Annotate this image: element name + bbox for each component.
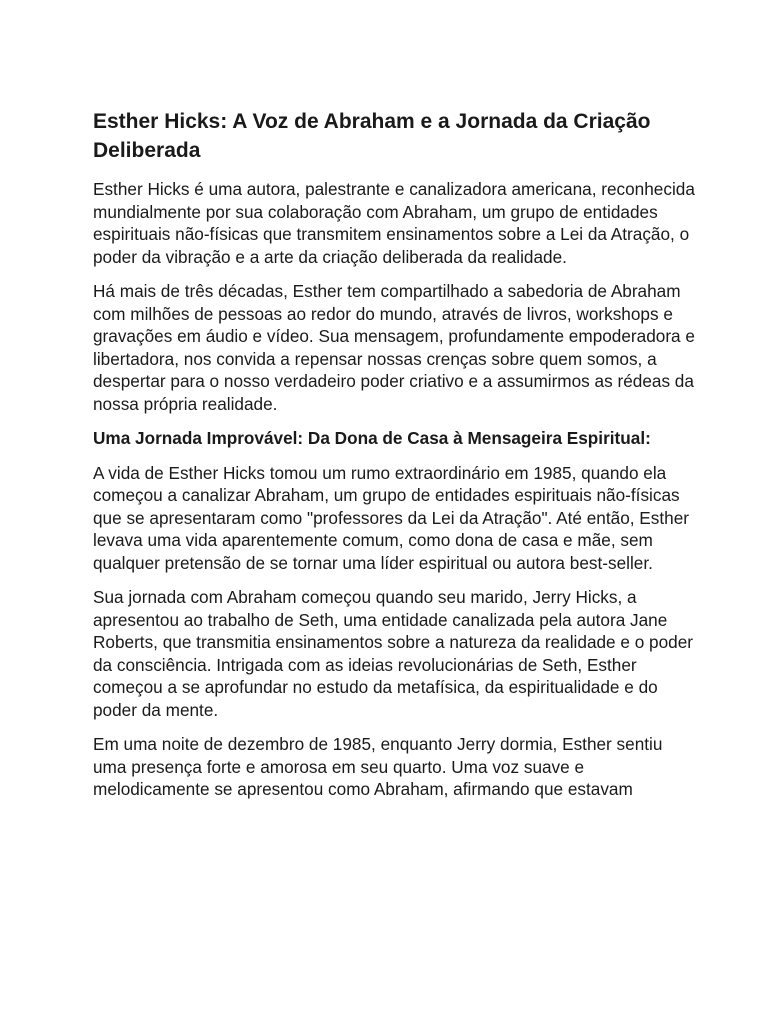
intro-paragraph-2: Há mais de três décadas, Esther tem compartilhado a sabedoria de Abraham com milhões de pessoas ao redor do mundo, através de livros, workshops e gravações em áudio e vídeo. Sua mensagem, profundamente empoderadora e libertadora, nos convida a repensar nossas crenças sobre quem somos, a despertar para o nosso verdadeiro poder criativo e a assumirmos as rédeas da nossa própria realidade. [93,281,695,414]
document-title: Esther Hicks: A Voz de Abraham e a Jornada da Criação Deliberada [93,110,651,162]
intro-paragraph-1: Esther Hicks é uma autora, palestrante e canalizadora americana, reconhecida mundialmente por sua colaboração com Abraham, um grupo de entidades espirituais não-físicas que transmitem ensinamentos sobre a Lei da Atração, o poder da vibração e a arte da criação deliberada da realidade. [93,179,695,267]
section-paragraph-3: Em uma noite de dezembro de 1985, enquanto Jerry dormia, Esther sentiu uma presença forte e amorosa em seu quarto. Uma voz suave e melodicamente se apresentou como Abraham, afirmando que estavam [93,734,663,799]
section-paragraph-1: A vida de Esther Hicks tomou um rumo extraordinário em 1985, quando ela começou a canalizar Abraham, um grupo de entidades espirituais não-físicas que se apresentaram como "professores da Lei da Atração". Até então, Esther levava uma vida aparentemente comum, como dona de casa e mãe, sem qualquer pretensão de se tornar uma líder espiritual ou autora best-seller. [93,462,689,573]
section-paragraph-2: Sua jornada com Abraham começou quando seu marido, Jerry Hicks, a apresentou ao trabalho de Seth, uma entidade canalizada pela autora Jane Roberts, que transmitia ensinamentos sobre a natureza da realidade e o poder da consciência. Intrigada com as ideias revolucionárias de Seth, Esther começou a se aprofundar no estudo da metafísica, da espiritualidade e do poder da mente. [93,587,694,720]
section-heading: Uma Jornada Improvável: Da Dona de Casa à Mensageira Espiritual: [93,428,651,448]
